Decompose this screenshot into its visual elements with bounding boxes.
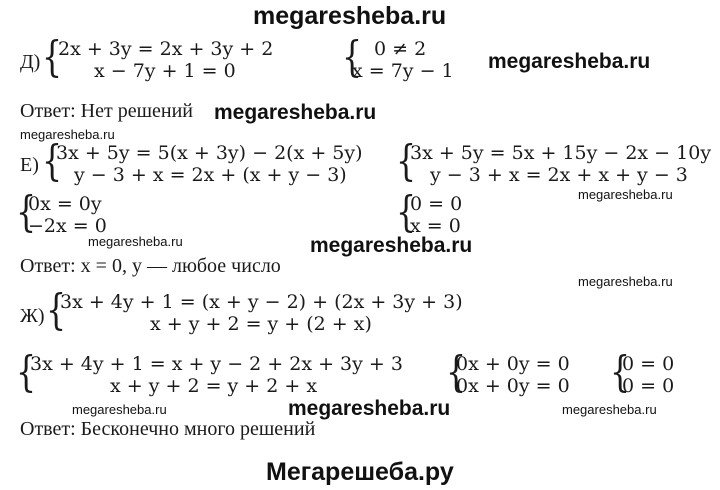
equation: 0x = 0y <box>28 193 102 215</box>
part-zh-answer: Ответ: Бесконечно много решений <box>20 418 316 440</box>
equation: 0x + 0y = 0 <box>456 375 570 397</box>
brace-icon: { <box>446 347 467 396</box>
equation: 0 = 0 <box>410 193 463 215</box>
brace-icon: { <box>46 285 67 334</box>
brace-icon: { <box>16 187 37 236</box>
watermark: megaresheba.ru <box>562 402 657 417</box>
watermark: megaresheba.ru <box>288 397 451 420</box>
footer-brand: Мегарешеба.ру <box>266 458 454 486</box>
brace-icon: { <box>396 187 417 236</box>
watermark: megaresheba.ru <box>578 274 673 289</box>
equation: x = 7y − 1 <box>352 60 454 82</box>
brace-icon: { <box>610 347 631 396</box>
equation: x = 0 <box>410 215 461 237</box>
watermark: megaresheba.ru <box>578 187 673 202</box>
equation: x + y + 2 = y + (2 + x) <box>150 313 372 335</box>
equation: y − 3 + x = 2x + x + y − 3 <box>430 164 688 186</box>
part-e-system-2 <box>410 142 711 186</box>
equation: 0 = 0 <box>622 375 675 397</box>
brace-icon: { <box>396 136 417 185</box>
brace-icon: { <box>42 32 63 81</box>
watermark: megaresheba.ru <box>20 127 115 142</box>
brace-icon: { <box>342 32 363 81</box>
equation: 3x + 4y + 1 = x + y − 2 + 2x + 3y + 3 <box>30 353 403 375</box>
watermark: megaresheba.ru <box>214 101 377 124</box>
part-d-answer: Ответ: Нет решений <box>20 100 194 122</box>
brace-icon: { <box>42 136 63 185</box>
part-zh-system-4 <box>622 353 674 397</box>
equation: 2x + 3y = 2x + 3y + 2 <box>58 38 274 60</box>
part-e-label: Е) <box>20 154 39 176</box>
equation: 0 ≠ 2 <box>374 38 427 60</box>
equation: 3x + 5y = 5(x + 3y) − 2(x + 5y) <box>56 142 363 164</box>
part-e-system-4 <box>410 193 462 237</box>
equation: x − 7y + 1 = 0 <box>94 60 236 82</box>
equation: y − 3 + x = 2x + (x + y − 3) <box>74 164 347 186</box>
part-d-system-1 <box>58 38 273 82</box>
part-e-system-1 <box>56 142 363 186</box>
part-e-system-3 <box>28 193 107 237</box>
watermark: megaresheba.ru <box>310 234 473 257</box>
part-zh-system-3 <box>456 353 570 397</box>
watermark: megaresheba.ru <box>88 234 183 249</box>
watermark: megaresheba.ru <box>72 402 167 417</box>
equation: x + y + 2 = y + 2 + x <box>110 375 318 397</box>
part-zh-system-2 <box>30 353 403 397</box>
equation: 0 = 0 <box>622 353 675 375</box>
part-e-answer: Ответ: x = 0, y — любое число <box>20 255 281 277</box>
watermark: megaresheba.ru <box>488 50 651 73</box>
brace-icon: { <box>16 347 37 396</box>
equation: 3x + 4y + 1 = (x + y − 2) + (2x + 3y + 3) <box>60 291 463 313</box>
equation: −2x = 0 <box>28 215 107 237</box>
part-zh-label: Ж) <box>20 305 45 327</box>
equation: 3x + 5y = 5x + 15y − 2x − 10y <box>410 142 712 164</box>
part-d-system-2 <box>352 38 454 82</box>
equation: 0x + 0y = 0 <box>456 353 570 375</box>
part-d-label: Д) <box>20 51 41 73</box>
part-zh-system-1 <box>60 291 463 335</box>
header-site-name: megaresheba.ru <box>253 2 447 30</box>
